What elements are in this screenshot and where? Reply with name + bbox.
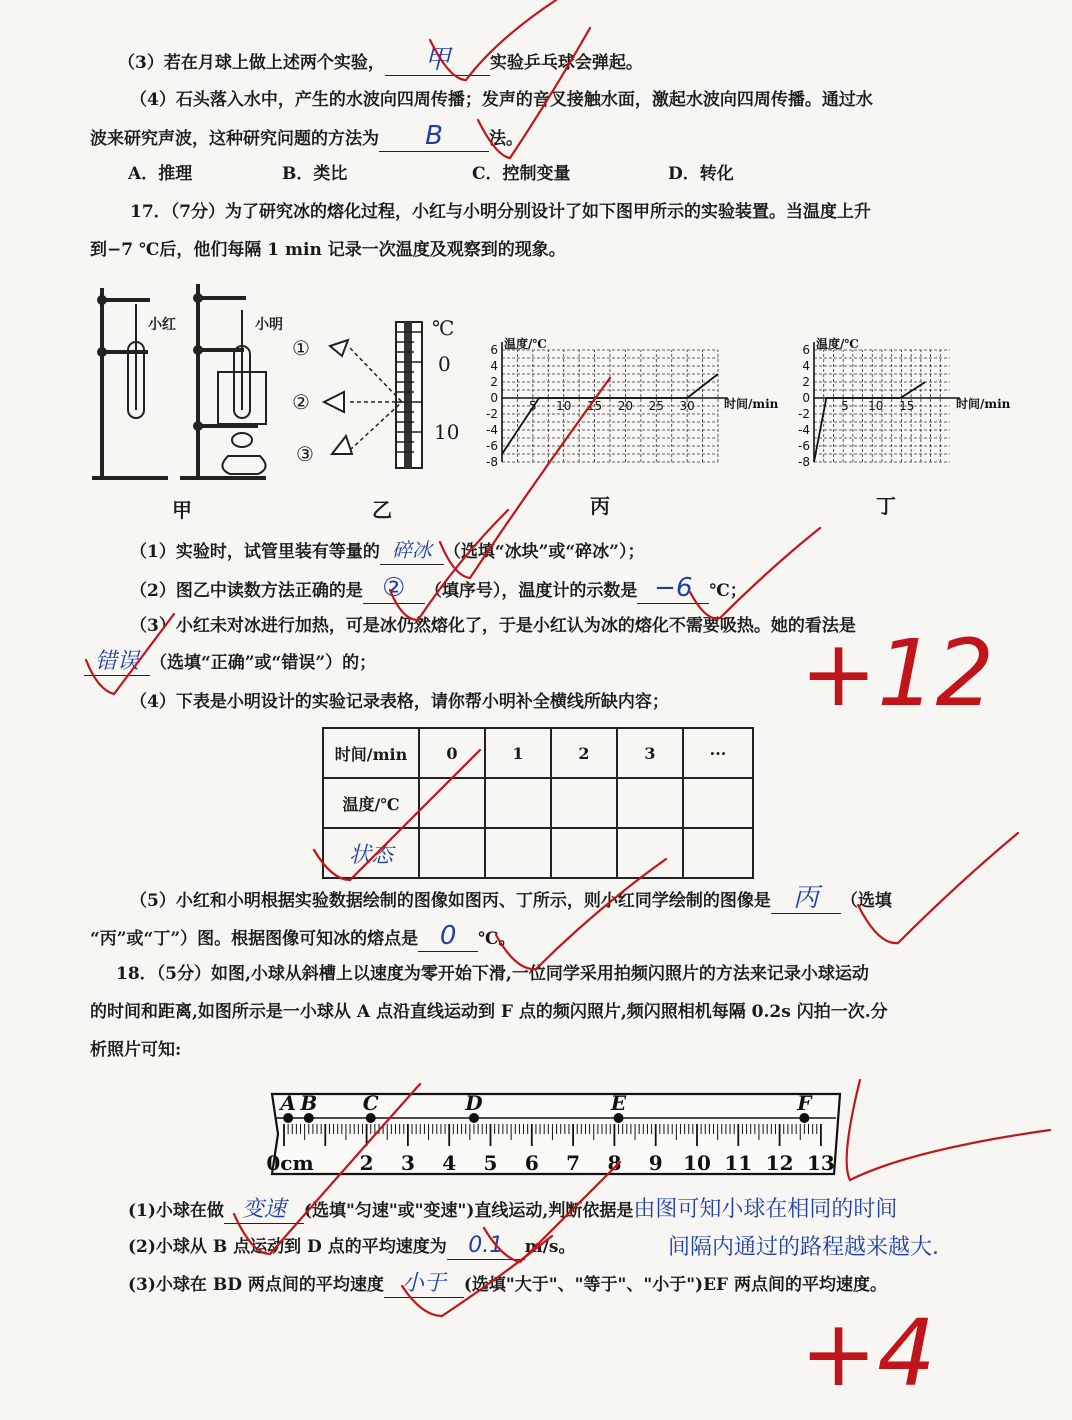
point-label: D bbox=[465, 1091, 483, 1115]
therm-unit: ℃ bbox=[432, 316, 455, 340]
q16-l4c-text: 法。 bbox=[489, 129, 523, 149]
point-label: C bbox=[362, 1091, 379, 1115]
q17-p4: （4）下表是小明设计的实验记录表格，请你帮小明补全横线所缺内容； bbox=[130, 692, 669, 712]
table-cell: 时间/min bbox=[323, 728, 419, 778]
ruler-number: 0cm bbox=[266, 1151, 314, 1175]
y-tick-label: 6 bbox=[802, 343, 810, 357]
q18-p3-answer: 小于 bbox=[401, 1271, 446, 1296]
q18-p1-text-end: (选填"匀速"或"变速")直线运动,判断依据是 bbox=[303, 1201, 634, 1221]
q18-p1-text: (1)小球在做 bbox=[128, 1201, 224, 1221]
q18-p1-reason1: 由图可知小球在相同的时间 bbox=[633, 1197, 898, 1222]
table-cell: 2 bbox=[551, 728, 617, 778]
ruler-number: 6 bbox=[524, 1151, 539, 1175]
q16-option-c: C．控制变量 bbox=[472, 164, 571, 184]
q17-p2-text-end: ℃； bbox=[709, 581, 747, 601]
q16-l4-answer: B bbox=[425, 121, 443, 151]
y-tick-label: 0 bbox=[802, 391, 810, 405]
q17-intro1: 17．（7分）为了研究冰的熔化过程，小红与小明分别设计了如下图甲所示的实验装置。当温度上升 bbox=[130, 202, 871, 222]
q18-intro1: 18．（5分）如图,小球从斜槽上以速度为零开始下滑,一位同学采用拍频闪照片的方法来记录小球运动 bbox=[116, 964, 869, 984]
q17-p1-text-end: （选填“冰块”或“碎冰”）； bbox=[443, 542, 645, 562]
y-tick-label: -4 bbox=[798, 423, 810, 437]
score-q17: +12 bbox=[800, 620, 995, 727]
ruler-number: 4 bbox=[442, 1151, 457, 1175]
y-tick-label: -4 bbox=[486, 423, 498, 437]
label-yi: 乙 bbox=[372, 498, 392, 522]
q18-p3-text: (3)小球在 BD 两点间的平均速度 bbox=[128, 1275, 384, 1295]
table-cell: 3 bbox=[617, 728, 683, 778]
q17-p2-answer2: −6 bbox=[654, 573, 693, 603]
point-label: F bbox=[797, 1091, 812, 1115]
q17-p3-text: （选填“正确”或“错误”）的； bbox=[150, 653, 377, 673]
q17-p5-answer2: 0 bbox=[439, 921, 457, 951]
q16-l4b-text: 波来研究声波，这种研究问题的方法为 bbox=[90, 129, 379, 149]
y-tick-label: 6 bbox=[490, 343, 498, 357]
y-tick-label: -2 bbox=[798, 407, 810, 421]
eye-3: ③ bbox=[296, 442, 314, 466]
x-tick-label: 20 bbox=[617, 399, 634, 413]
x-tick-label: 5 bbox=[841, 399, 849, 413]
point-label: A bbox=[280, 1091, 296, 1115]
q18-p1-reason2: 间隔内通过的路程越来越大. bbox=[668, 1235, 939, 1260]
q17-p1-answer: 碎冰 bbox=[391, 538, 432, 562]
y-axis-label: 温度/℃ bbox=[504, 337, 547, 351]
q16-line4a: （4）石头落入水中，产生的水波向四周传播；发声的音叉接触水面，激起水波向四周传播。通过水 bbox=[130, 90, 873, 110]
ruler-number: 5 bbox=[483, 1151, 498, 1175]
q18-intro2: 的时间和距离,如图所示是一小球从 A 点沿直线运动到 F 点的频闪照片,频闪照相机每隔 0.2s 闪拍一次.分 bbox=[90, 1002, 888, 1022]
q16-l3-text-end: 实验乒乓球会弹起。 bbox=[489, 53, 643, 73]
ruler-number: 7 bbox=[566, 1151, 581, 1175]
point-label: B bbox=[300, 1091, 318, 1115]
x-tick-label: 15 bbox=[899, 399, 915, 413]
eye-1: ① bbox=[292, 336, 310, 360]
label-bing: 丙 bbox=[590, 494, 610, 518]
label-xiaoming: 小明 bbox=[255, 317, 283, 333]
q16-option-b: B．类比 bbox=[282, 164, 348, 184]
table-cell: 温度/℃ bbox=[323, 778, 419, 828]
y-tick-label: 4 bbox=[490, 359, 498, 373]
q18-p2-answer: 0.1 bbox=[468, 1233, 504, 1258]
ruler-number: 2 bbox=[359, 1151, 374, 1175]
ruler-number: 8 bbox=[607, 1151, 622, 1175]
table-cell: 0 bbox=[419, 728, 485, 778]
q17-p3a: （3）小红未对冰进行加热，可是冰仍然熔化了，于是小红认为冰的熔化不需要吸热。她的看法是 bbox=[130, 616, 856, 636]
point-label: E bbox=[610, 1091, 627, 1115]
q18-p1-answer: 变速 bbox=[241, 1197, 286, 1222]
q18-p3-text-end: (选填"大于"、"等于"、"小于")EF 两点间的平均速度。 bbox=[463, 1275, 888, 1295]
q17-p3-answer: 错误 bbox=[94, 649, 139, 674]
q16-l3-text: （3）若在月球上做上述两个实验， bbox=[118, 53, 385, 73]
q17-intro2: 到−7 ℃后，他们每隔 1 min 记录一次温度及观察到的现象。 bbox=[90, 240, 566, 260]
q17-p2-answer: ② bbox=[382, 573, 406, 603]
q16-l3-answer: 甲 bbox=[424, 45, 451, 75]
label-jia: 甲 bbox=[172, 498, 192, 522]
q17-p2-text: （2）图乙中读数方法正确的是 bbox=[130, 581, 363, 601]
y-tick-label: -2 bbox=[486, 407, 498, 421]
q17-p5c-text: “丙”或“丁”）图。根据图像可知冰的熔点是 bbox=[90, 929, 419, 949]
q18-intro3: 析照片可知: bbox=[90, 1040, 182, 1060]
y-tick-label: 0 bbox=[490, 391, 498, 405]
y-tick-label: 2 bbox=[490, 375, 498, 389]
x-tick-label: 10 bbox=[868, 399, 884, 413]
q16-option-d: D．转化 bbox=[668, 164, 734, 184]
q17-p5d-text: ℃。 bbox=[478, 929, 516, 949]
y-tick-label: -6 bbox=[486, 439, 498, 453]
x-axis-label: 时间/min bbox=[956, 397, 1011, 411]
q17-p5-text: （5）小红和小明根据实验数据绘制的图像如图丙、丁所示，则小红同学绘制的图像是 bbox=[130, 891, 771, 911]
q17-p1-text: （1）实验时，试管里装有等量的 bbox=[130, 542, 380, 562]
y-tick-label: -8 bbox=[486, 455, 498, 469]
ruler-number: 3 bbox=[400, 1151, 415, 1175]
q17-p5-answer: 丙 bbox=[792, 883, 819, 913]
q16-option-a: A．推理 bbox=[128, 164, 193, 184]
x-tick-label: 10 bbox=[556, 399, 572, 413]
therm-10: 10 bbox=[434, 420, 460, 444]
eye-2: ② bbox=[292, 390, 310, 414]
y-axis-label: 温度/℃ bbox=[816, 337, 859, 351]
ruler-number: 11 bbox=[724, 1151, 753, 1175]
q18-p2-text-end: m/s。 bbox=[524, 1237, 576, 1257]
q17-p5-text-end: （选填 bbox=[840, 891, 892, 911]
label-ding: 丁 bbox=[876, 494, 896, 518]
ruler-number: 12 bbox=[765, 1151, 794, 1175]
ruler-number: 9 bbox=[648, 1151, 663, 1175]
ruler-number: 13 bbox=[806, 1151, 835, 1175]
q17-p2-text-mid: （填序号），温度计的示数是 bbox=[424, 581, 638, 601]
label-xiaohong: 小红 bbox=[148, 317, 176, 333]
y-tick-label: -8 bbox=[798, 455, 810, 469]
y-tick-label: 4 bbox=[802, 359, 810, 373]
x-tick-label: 5 bbox=[529, 399, 537, 413]
x-axis-label: 时间/min bbox=[724, 397, 779, 411]
x-tick-label: 30 bbox=[679, 399, 695, 413]
y-tick-label: -6 bbox=[798, 439, 810, 453]
x-tick-label: 25 bbox=[648, 399, 664, 413]
y-tick-label: 2 bbox=[802, 375, 810, 389]
table-cell: ··· bbox=[683, 728, 753, 778]
q18-p2-text: (2)小球从 B 点运动到 D 点的平均速度为 bbox=[128, 1237, 447, 1257]
table-cell: 1 bbox=[485, 728, 551, 778]
ruler-number: 10 bbox=[683, 1151, 711, 1175]
score-q18: +4 bbox=[800, 1300, 936, 1407]
therm-0: 0 bbox=[438, 352, 451, 376]
x-tick-label: 15 bbox=[586, 399, 603, 413]
q17-p4-answer: 状态 bbox=[348, 842, 393, 868]
